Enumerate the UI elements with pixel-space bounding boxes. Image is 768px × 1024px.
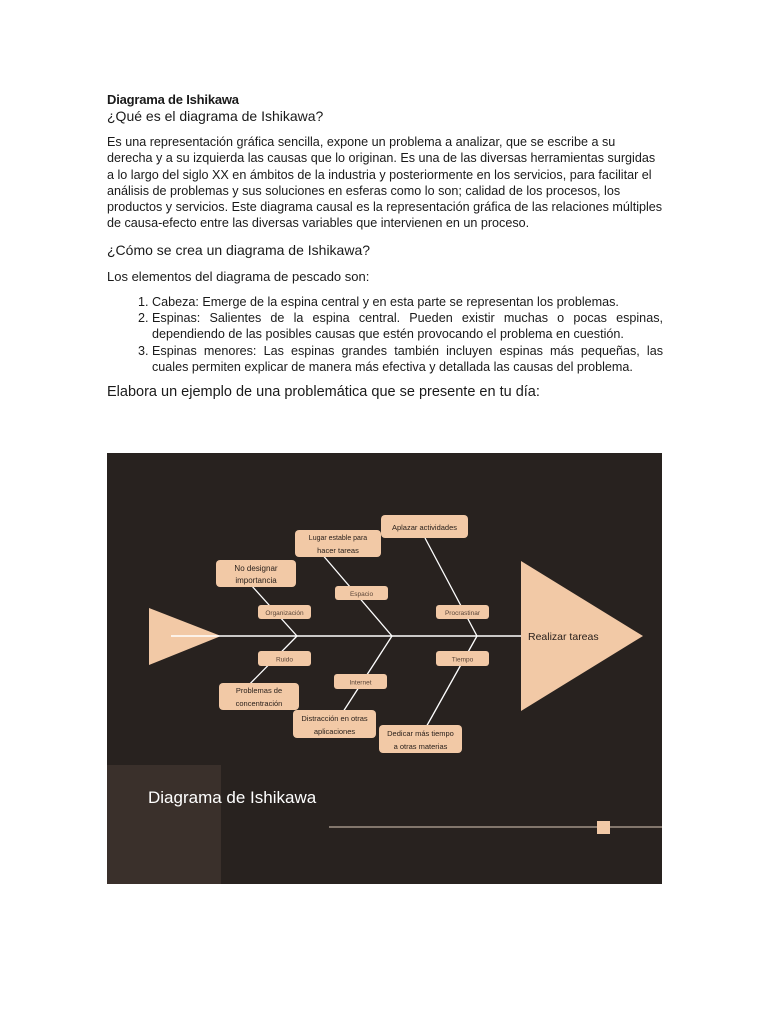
cause-dedicar-tiempo	[379, 725, 462, 753]
svg-text:Lugar estable para: Lugar estable para	[308, 535, 368, 542]
svg-text:Internet: Internet	[349, 679, 372, 687]
svg-text:No designar: No designar	[234, 564, 278, 573]
svg-text:Aplazar actividades: Aplazar actividades	[391, 523, 458, 532]
cause-problemas-concentracion	[219, 683, 299, 710]
svg-text:importancia: importancia	[235, 576, 277, 585]
cause-distraccion	[293, 710, 376, 738]
svg-text:Problemas de: Problemas de	[235, 686, 283, 695]
ishikawa-figure	[107, 453, 662, 884]
how-heading: ¿Cómo se crea un diagrama de Ishikawa?	[107, 241, 371, 258]
svg-text:a otras materias: a otras materias	[393, 742, 448, 751]
svg-text:Distracción en otras: Distracción en otras	[301, 714, 368, 723]
caption-panel	[107, 765, 221, 884]
cause-lugar-estable	[295, 530, 381, 557]
category-espacio	[335, 586, 388, 600]
document-title: Diagrama de Ishikawa	[107, 92, 239, 107]
svg-text:concentración: concentración	[235, 699, 283, 708]
elements-lead: Los elementos del diagrama de pescado son:	[107, 268, 370, 284]
svg-text:Procrastinar: Procrastinar	[444, 610, 481, 617]
exercise-prompt: Elabora un ejemplo de una problemática que se presente en tu día:	[107, 384, 540, 401]
svg-text:Espacio: Espacio	[349, 591, 374, 598]
document-subtitle: ¿Qué es el diagrama de Ishikawa?	[107, 108, 324, 124]
fishbone-diagram	[107, 453, 662, 884]
elements-list	[107, 294, 663, 375]
diagram-caption: Diagrama de Ishikawa	[148, 788, 317, 807]
svg-text:Tiempo: Tiempo	[451, 656, 474, 664]
document-body	[107, 92, 663, 401]
category-internet	[334, 674, 387, 689]
list-item: 1. Cabeza: Emerge de la espina central y en esta parte se representan los problemas.	[152, 294, 663, 310]
svg-text:aplicaciones: aplicaciones	[313, 727, 356, 736]
category-procrastinar	[436, 605, 489, 619]
svg-text:Ruido: Ruido	[276, 656, 293, 664]
svg-text:Dedicar más tiempo: Dedicar más tiempo	[387, 729, 454, 738]
category-ruido	[258, 651, 311, 666]
decorative-square	[597, 821, 610, 834]
intro-paragraph: Es una representación gráfica sencilla, expone un problema a analizar, que se escribe a su derecha y a su izquierda las causas que lo originan. Es una de las diversas herramientas surgidas a lo largo del siglo XX en ámbitos de la industria y posteriormente en los servicios, para facilitar el análisis de problemas y sus soluciones en esferas como lo son; calidad de los procesos, los productos y servicios. Este diagrama causal es la representación gráfica de las relaciones múltiples de causa-efecto entre las diversas variables que intervienen en un proceso.	[107, 135, 663, 231]
list-item: 2. Espinas: Salientes de la espina central. Pueden existir muchas o pocas espinas, dependiendo de las posibles causas que estén provocando el problema en cuestión.	[152, 310, 663, 343]
svg-text:hacer tareas: hacer tareas	[317, 546, 359, 555]
svg-text:Organización: Organización	[265, 610, 304, 617]
category-tiempo	[436, 651, 489, 666]
effect-label: Realizar tareas	[528, 631, 599, 643]
cause-aplazar	[381, 515, 468, 538]
cause-no-designar	[216, 560, 296, 587]
list-item: 3. Espinas menores: Las espinas grandes también incluyen espinas más pequeñas, las cuales permiten explicar de manera más efectiva y detallada las causas del problema.	[152, 343, 663, 376]
category-organizacion	[258, 605, 311, 619]
